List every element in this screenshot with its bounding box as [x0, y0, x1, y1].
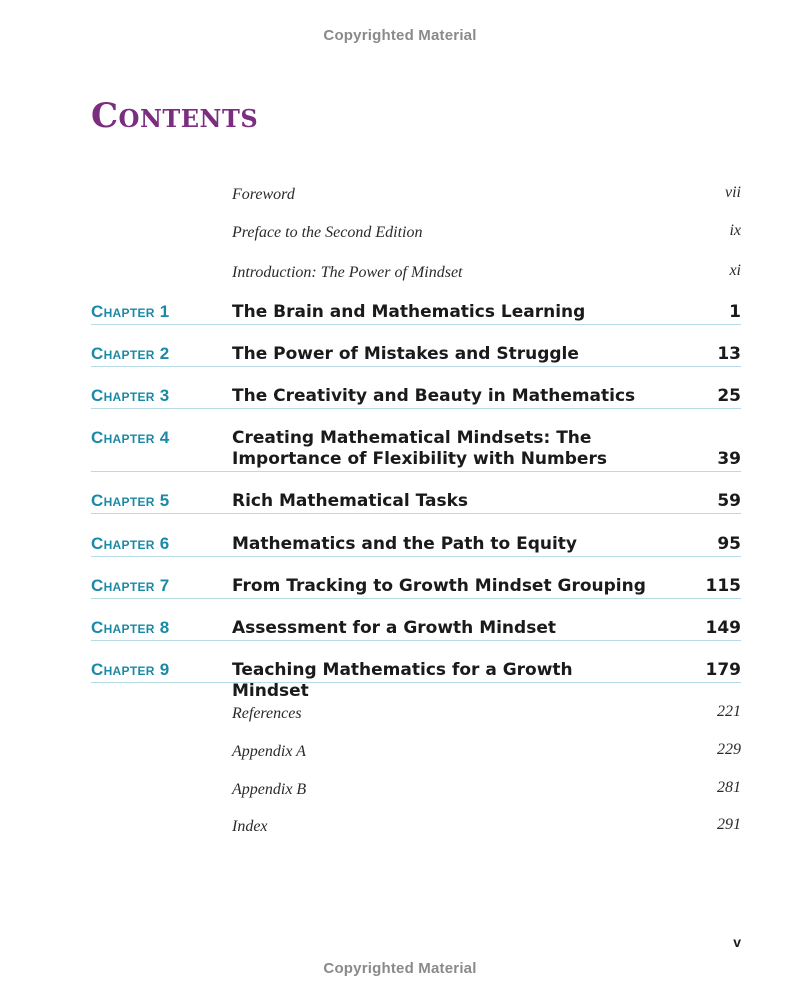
toc-entry-page: ix — [729, 222, 741, 239]
chapter-label: Chapter 6 — [91, 534, 170, 553]
chapter-page: 179 — [705, 660, 741, 680]
chapter-page: 149 — [705, 618, 741, 638]
chapter-page: 25 — [717, 386, 741, 406]
chapter-divider — [91, 471, 741, 472]
chapter-label: Chapter 2 — [91, 344, 170, 363]
toc-entry-page: 291 — [717, 816, 741, 833]
chapter-title: From Tracking to Growth Mindset Grouping — [232, 576, 646, 596]
chapter-label: Chapter 8 — [91, 618, 170, 637]
chapter-page: 13 — [717, 344, 741, 364]
chapter-label: Chapter 5 — [91, 491, 170, 510]
toc-entry-page: 281 — [717, 779, 741, 796]
chapter-title: Assessment for a Growth Mindset — [232, 618, 556, 638]
chapter-label: Chapter 4 — [91, 428, 170, 447]
chapter-divider — [91, 556, 741, 557]
chapter-title-line1: Creating Mathematical Mindsets: The — [232, 428, 592, 448]
toc-entry-title: Index — [232, 818, 268, 835]
chapter-divider — [91, 408, 741, 409]
copyright-watermark-bottom: Copyrighted Material — [323, 960, 477, 977]
chapter-label: Chapter 7 — [91, 576, 170, 595]
chapter-page: 95 — [717, 534, 741, 554]
toc-entry-title: Preface to the Second Edition — [232, 224, 423, 241]
toc-entry-title: Appendix A — [232, 743, 306, 760]
toc-entry-page: xi — [729, 262, 741, 279]
chapter-divider — [91, 682, 741, 683]
chapter-title: Mathematics and the Path to Equity — [232, 534, 578, 554]
chapter-title: The Brain and Mathematics Learning — [232, 302, 586, 322]
toc-entry-title: Appendix B — [232, 781, 307, 798]
chapter-divider — [91, 598, 741, 599]
page-title: Contents — [91, 96, 259, 136]
chapter-title-line2: Importance of Flexibility with Numbers — [232, 449, 607, 469]
chapter-label: Chapter 9 — [91, 660, 170, 679]
toc-entry-page: 229 — [717, 741, 741, 758]
chapter-divider — [91, 324, 741, 325]
chapter-page: 1 — [729, 302, 741, 322]
chapter-label: Chapter 3 — [91, 386, 170, 405]
toc-entry-title: Foreword — [232, 186, 295, 203]
chapter-title: Rich Mathematical Tasks — [232, 491, 469, 511]
toc-entry-title: Introduction: The Power of Mindset — [232, 264, 463, 281]
chapter-title: Teaching Mathematics for a Growth Mindset — [232, 660, 573, 701]
toc-entry-page: vii — [725, 184, 741, 201]
chapter-page: 59 — [717, 491, 741, 511]
chapter-title: The Creativity and Beauty in Mathematics — [232, 386, 636, 406]
toc-entry-page: 221 — [717, 703, 741, 720]
chapter-divider — [91, 513, 741, 514]
chapter-title: The Power of Mistakes and Struggle — [232, 344, 579, 364]
toc-entry-title: References — [232, 705, 302, 722]
chapter-label: Chapter 1 — [91, 302, 170, 321]
chapter-divider — [91, 640, 741, 641]
chapter-page: 39 — [717, 449, 741, 469]
copyright-watermark-top: Copyrighted Material — [323, 27, 477, 44]
chapter-divider — [91, 366, 741, 367]
page-number: v — [733, 934, 741, 950]
chapter-page: 115 — [705, 576, 741, 596]
